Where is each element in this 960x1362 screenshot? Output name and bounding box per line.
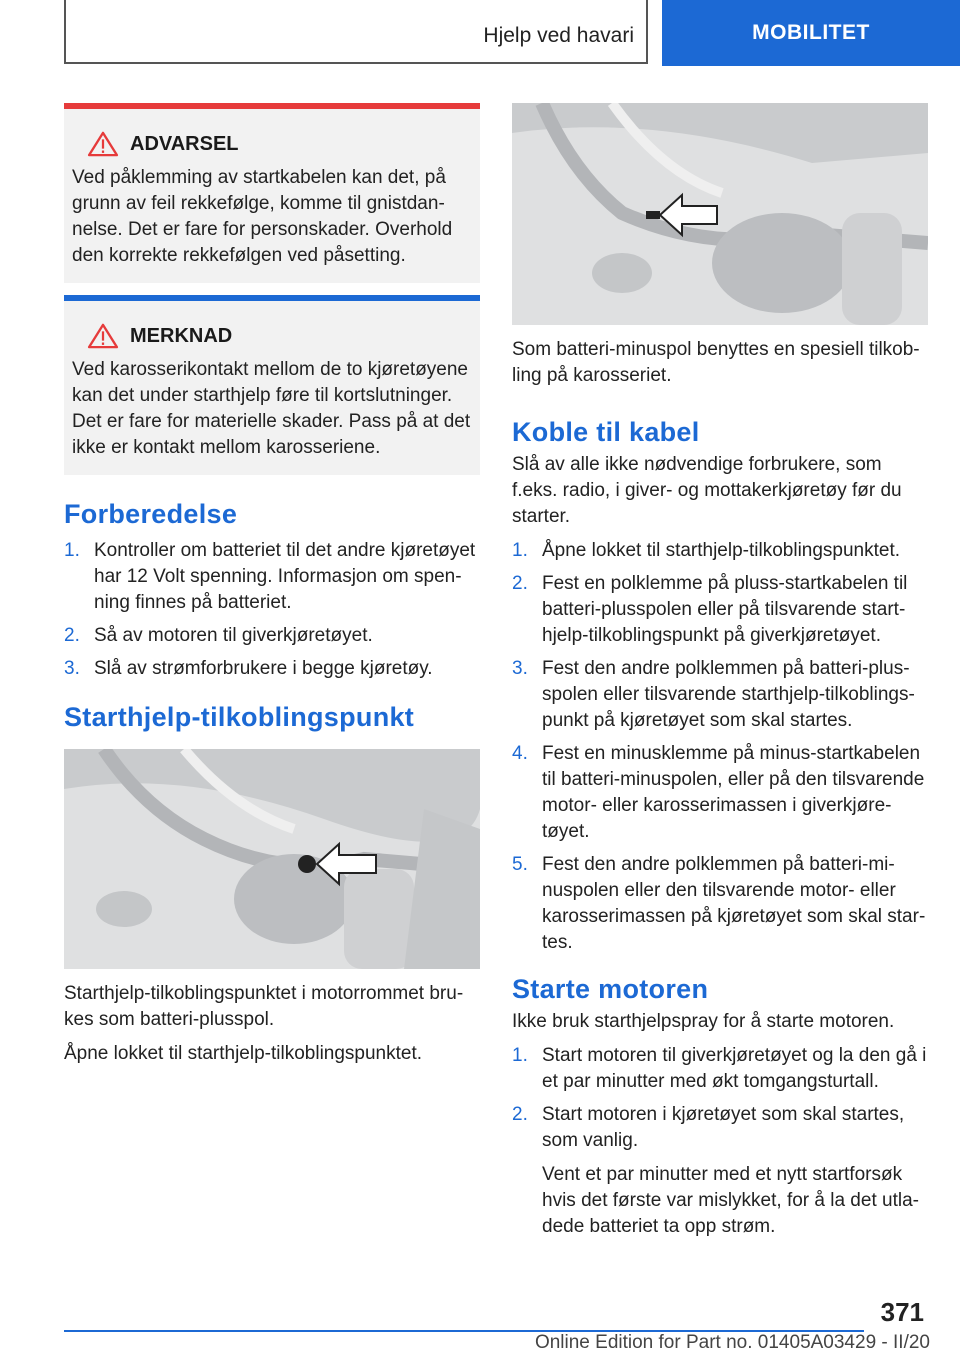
page-number: 371	[880, 1297, 924, 1327]
engine-bay-illustration	[64, 749, 480, 969]
chapter-tab[interactable]: MOBILITET	[662, 0, 960, 66]
right-column	[512, 103, 928, 1247]
list-item: 2. Så av motoren til giverkjøretøyet.	[64, 625, 373, 646]
heading-starte: Starte motoren	[512, 974, 709, 1004]
warning-callout	[64, 103, 480, 283]
engine-photo-minus-terminal	[512, 103, 928, 325]
warning-label: ADVARSEL	[130, 132, 239, 155]
engine-bay-illustration	[512, 103, 928, 325]
starte-steps	[512, 1043, 928, 1240]
list-item: 5. Fest den andre polklemmen på batteri-mi-nuspolen eller den tilsvarende motor- eller karosserimassen på kjøretøyet som skal star-tes.	[512, 854, 926, 953]
notice-label: MERKNAD	[130, 324, 233, 347]
list-item: 1. Kontroller om batteriet til det andre kjøretøyet har 12 Volt spenning. Informasjon om spen-ning finnes på batteriet.	[64, 540, 476, 613]
starte-intro: Ikke bruk starthjelpspray for å starte motoren.	[512, 1011, 895, 1032]
heading-koble: Koble til kabel	[512, 417, 700, 447]
minuspol-caption: Som batteri-minuspol benyttes en spesiell tilkob-ling på karosseriet.	[512, 339, 920, 386]
notice-text: Ved karosserikontakt mellom de to kjøretøyene kan det under starthjelp føre til kortslutninger. Det er fare for materielle skader. Pass på at det ikke er kontakt mellom karosseriene.	[72, 359, 471, 458]
left-column	[64, 103, 480, 1067]
list-item: 1. Start motoren til giverkjøretøyet og la den gå i et par minutter med økt tomgangsturtall.	[512, 1045, 927, 1092]
engine-photo-plus-terminal	[64, 749, 480, 969]
forberedelse-steps	[64, 538, 480, 682]
starthjelp-caption: Starthjelp-tilkoblingspunktet i motorrommet bru-kes som batteri-plusspol.	[64, 983, 464, 1030]
warning-triangle-icon	[86, 323, 120, 349]
list-item: 3. Slå av strømforbrukere i begge kjøretøy.	[64, 658, 433, 679]
starthjelp-text: Åpne lokket til starthjelp-tilkoblingspunktet.	[64, 1043, 423, 1064]
list-item: 1. Åpne lokket til starthjelp-tilkoblingspunktet.	[512, 540, 901, 561]
list-item: 3. Fest den andre polklemmen på batteri-plus-spolen eller tilsvarende starthjelp-tilkoblings-punkt på kjøretøyet som skal startes.	[512, 658, 915, 731]
koble-steps	[512, 538, 928, 956]
heading-forberedelse: Forberedelse	[64, 499, 238, 529]
warning-triangle-icon	[86, 131, 120, 157]
heading-starthjelp: Starthjelp-tilkoblingspunkt	[64, 702, 415, 732]
list-item: 2. Start motoren i kjøretøyet som skal startes, som vanlig. Vent et par minutter med et nytt startforsøk hvis det første var mislykket, for å la det utla-dede batteriet ta opp strøm.	[512, 1102, 928, 1240]
list-item: 4. Fest en minusklemme på minus-startkabelen til batteri-minuspolen, eller på den tilsvarende motor- eller karosserimassen i giverkjøre-tøyet.	[512, 743, 925, 842]
list-item: 2. Fest en polklemme på pluss-startkabelen til batteri-plusspolen eller på tilsvarende start-hjelp-tilkoblingspunkt på giverkjøretøyet.	[512, 573, 908, 646]
notice-callout	[64, 295, 480, 475]
section-title: Hjelp ved havari	[483, 24, 634, 47]
starte-step2-note: Vent et par minutter med et nytt startforsøk hvis det første var mislykket, for å la det utla-dede batteriet ta opp strøm.	[542, 1164, 919, 1237]
koble-intro: Slå av alle ikke nødvendige forbrukere, som f.eks. radio, i giver- og mottakerkjøretøy før du starter.	[512, 454, 902, 527]
edition-footer[interactable]: Online Edition for Part no. 01405A03429 - II/20	[534, 1332, 930, 1353]
warning-text: Ved påklemming av startkabelen kan det, på grunn av feil rekkefølge, komme til gnistdan-nelse. Det er fare for personskader. Overhold den korrekte rekkefølgen ved påsetting.	[72, 167, 453, 266]
